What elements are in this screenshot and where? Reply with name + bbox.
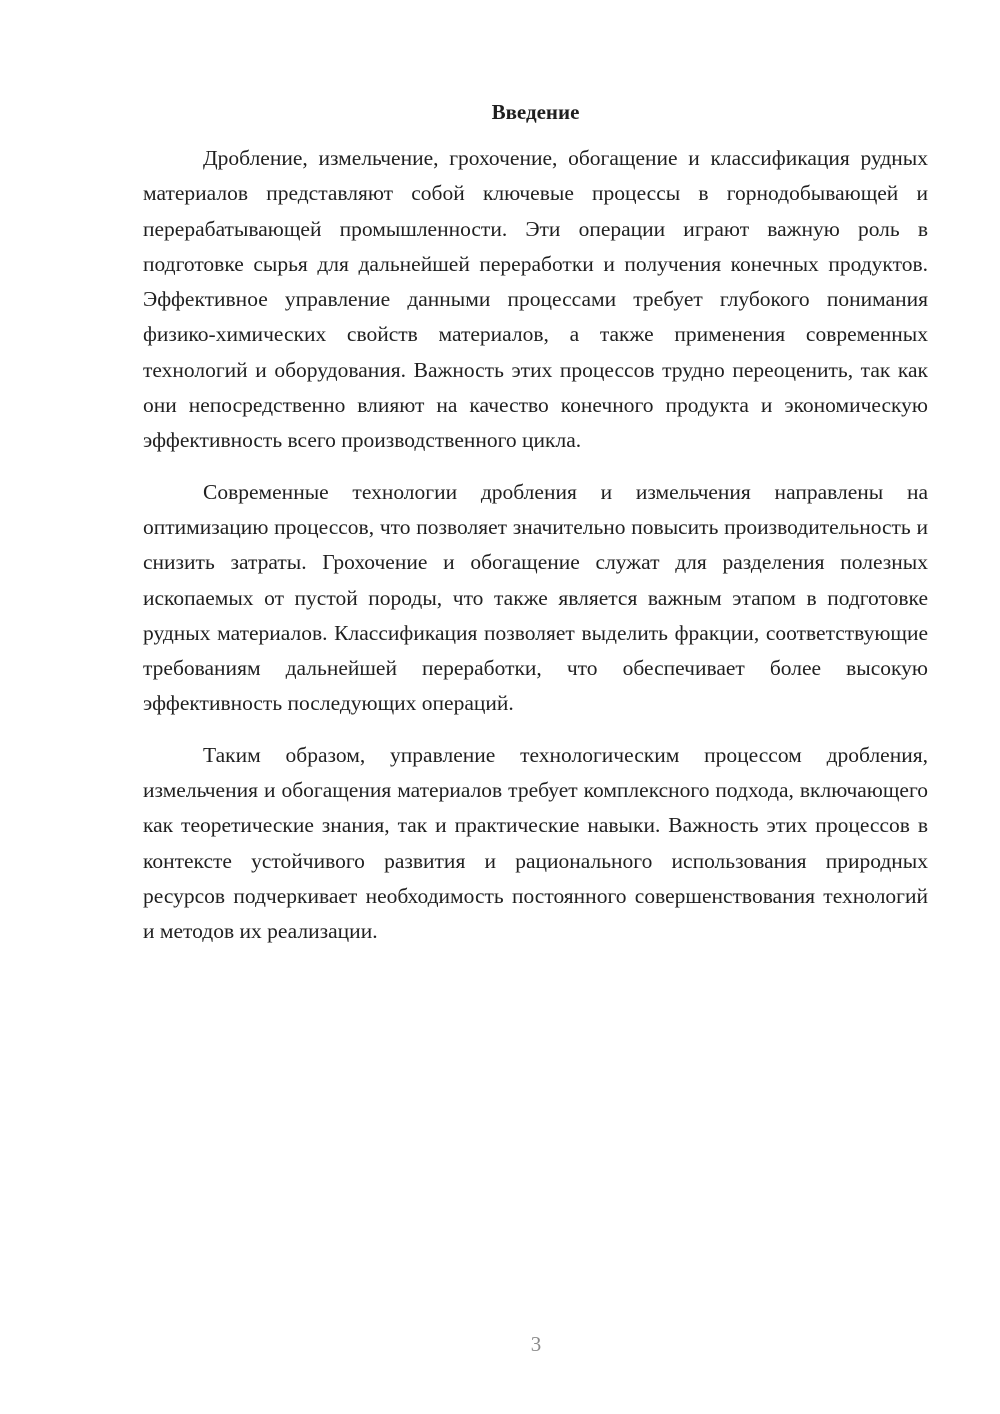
paragraph-1: Дробление, измельчение, грохочение, обогащение и классификация рудных материалов представляют собой ключевые процессы в горнодобывающей и перерабатывающей промышленности. Эти операции играют важную роль в подготовке сырья для дальнейшей переработки и получения конечных продуктов. Эффективное управление данными процессами требует глубокого понимания физико-химических свойств материалов, а также применения современных технологий и оборудования. Важность этих процессов трудно переоценить, так как они непосредственно влияют на качество конечного продукта и экономическую эффективность всего производственного цикла. [143,146,928,453]
section-title: Введение [491,100,580,124]
paragraph-3: Таким образом, управление технологическим процессом дробления, измельчения и обогащения материалов требует комплексного подхода, включающего как теоретические знания, так и практические навыки. Важность этих процессов в контексте устойчивого развития и рационального использования природных ресурсов подчеркивает необходимость постоянного совершенствования технологий и методов их реализации. [143,742,928,944]
paragraph-2: Современные технологии дробления и измельчения направлены на оптимизацию процессов, что позволяет значительно повысить производительность и снизить затраты. Грохочение и обогащение служат для разделения полезных ископаемых от пустой породы, что также является важным этапом в подготовке рудных материалов. Классификация позволяет выделить фракции, соответствующие требованиям дальнейшей переработки, что обеспечивает более высокую эффективность последующих операций. [143,479,928,716]
page-number: 3 [530,1332,542,1356]
document-body [143,97,928,950]
